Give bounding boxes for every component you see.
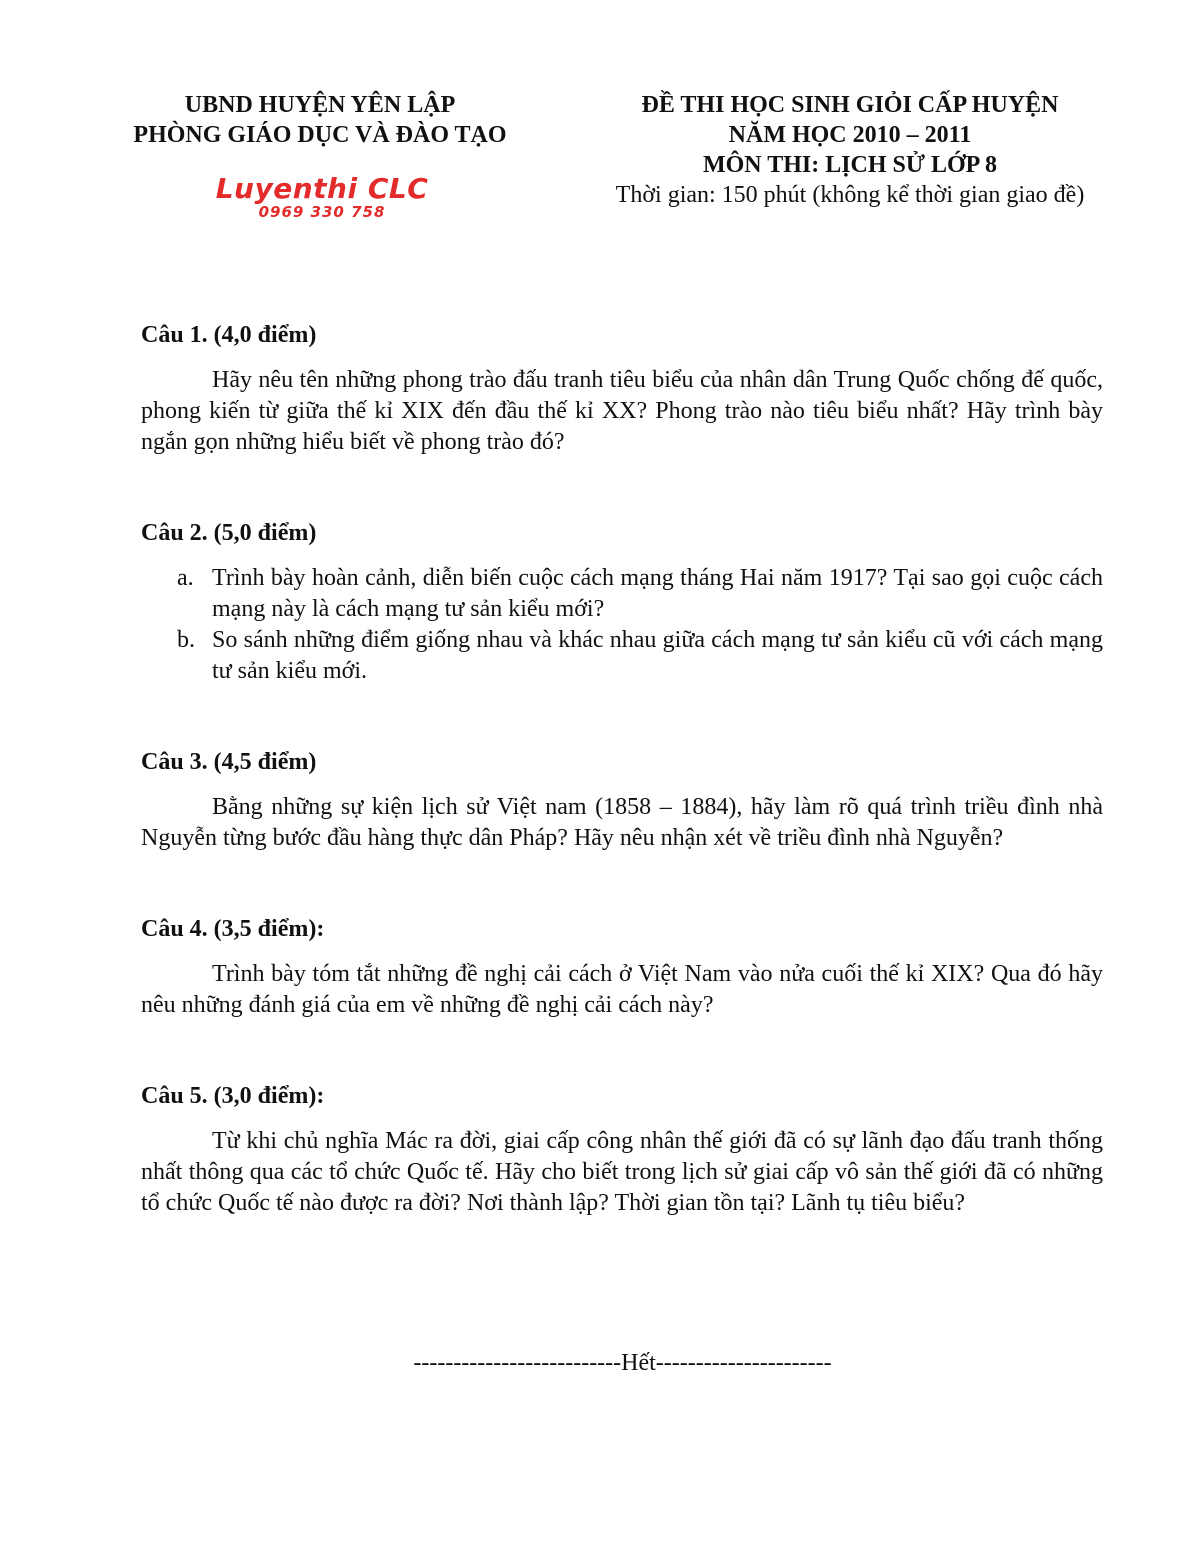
part-b-marker: b. (177, 627, 195, 653)
exam-questions (141, 320, 1103, 1279)
question-2-title: Câu 2. (5,0 điểm) (141, 520, 317, 546)
question-4-title: Câu 4. (3,5 điểm): (141, 916, 325, 942)
issuer-header (100, 90, 540, 150)
question-3-body: Bằng những sự kiện lịch sử Việt nam (1858 – 1884), hãy làm rõ quá trình triều đình nhà Nguyễn từng bước đầu hàng thực dân Pháp? Hãy nêu nhận xét về triều đình nhà Nguyễn? (141, 794, 1103, 851)
question-3-title: Câu 3. (4,5 điểm) (141, 749, 317, 775)
part-a-text: Trình bày hoàn cảnh, diễn biến cuộc cách mạng tháng Hai năm 1917? Tại sao gọi cuộc cách mạng này là cách mạng tư sản kiểu mới? (212, 565, 1103, 622)
question-1-body: Hãy nêu tên những phong trào đấu tranh tiêu biểu của nhân dân Trung Quốc chống đế quốc, phong kiến từ giữa thế kỉ XIX đến đầu thế kỉ XX? Phong trào nào tiêu biểu nhất? Hãy trình bày ngắn gọn những hiểu biết về phong trào đó? (141, 367, 1103, 455)
part-a-marker: a. (177, 565, 194, 591)
question-4-body: Trình bày tóm tắt những đề nghị cải cách ở Việt Nam vào nửa cuối thế kỉ XIX? Qua đó hãy nêu những đánh giá của em về những đề nghị cải cách này? (141, 961, 1103, 1018)
question-5 (141, 1081, 1103, 1219)
exam-duration: Thời gian: 150 phút (không kể thời gian giao đề) (615, 182, 1085, 208)
exam-title: ĐỀ THI HỌC SINH GIỎI CẤP HUYỆN (641, 92, 1059, 118)
issuer-district: UBND HUYỆN YÊN LẬP (184, 92, 456, 118)
question-1 (141, 320, 1103, 458)
question-2 (141, 518, 1103, 687)
luyenthi-logo (212, 174, 432, 220)
issuer-department: PHÒNG GIÁO DỤC VÀ ĐÀO TẠO (133, 122, 507, 148)
exam-header (585, 90, 1115, 210)
exam-subject: MÔN THI: LỊCH SỬ LỚP 8 (702, 152, 998, 178)
question-5-title: Câu 5. (3,0 điểm): (141, 1083, 325, 1109)
question-2-part-a (141, 563, 1103, 625)
question-2-part-b (141, 625, 1103, 687)
part-b-text: So sánh những điểm giống nhau và khác nhau giữa cách mạng tư sản kiểu cũ với cách mạng tư sản kiểu mới. (212, 627, 1103, 684)
school-year: NĂM HỌC 2010 – 2011 (728, 122, 972, 148)
end-marker: --------------------------Hết---------------------- (413, 1350, 832, 1376)
logo-phone: 0969 330 758 (258, 203, 386, 221)
question-5-body: Từ khi chủ nghĩa Mác ra đời, giai cấp công nhân thế giới đã có sự lãnh đạo đấu tranh thống nhất thông qua các tổ chức Quốc tế. Hãy cho biết trong lịch sử giai cấp vô sản thế giới đã có những tổ chức Quốc tế nào được ra đời? Nơi thành lập? Thời gian tồn tại? Lãnh tụ tiêu biểu? (141, 1128, 1103, 1216)
question-3 (141, 747, 1103, 854)
logo-name: Luyenthi CLC (215, 172, 429, 205)
question-2-parts (141, 563, 1103, 687)
question-1-title: Câu 1. (4,0 điểm) (141, 322, 317, 348)
question-4 (141, 914, 1103, 1021)
